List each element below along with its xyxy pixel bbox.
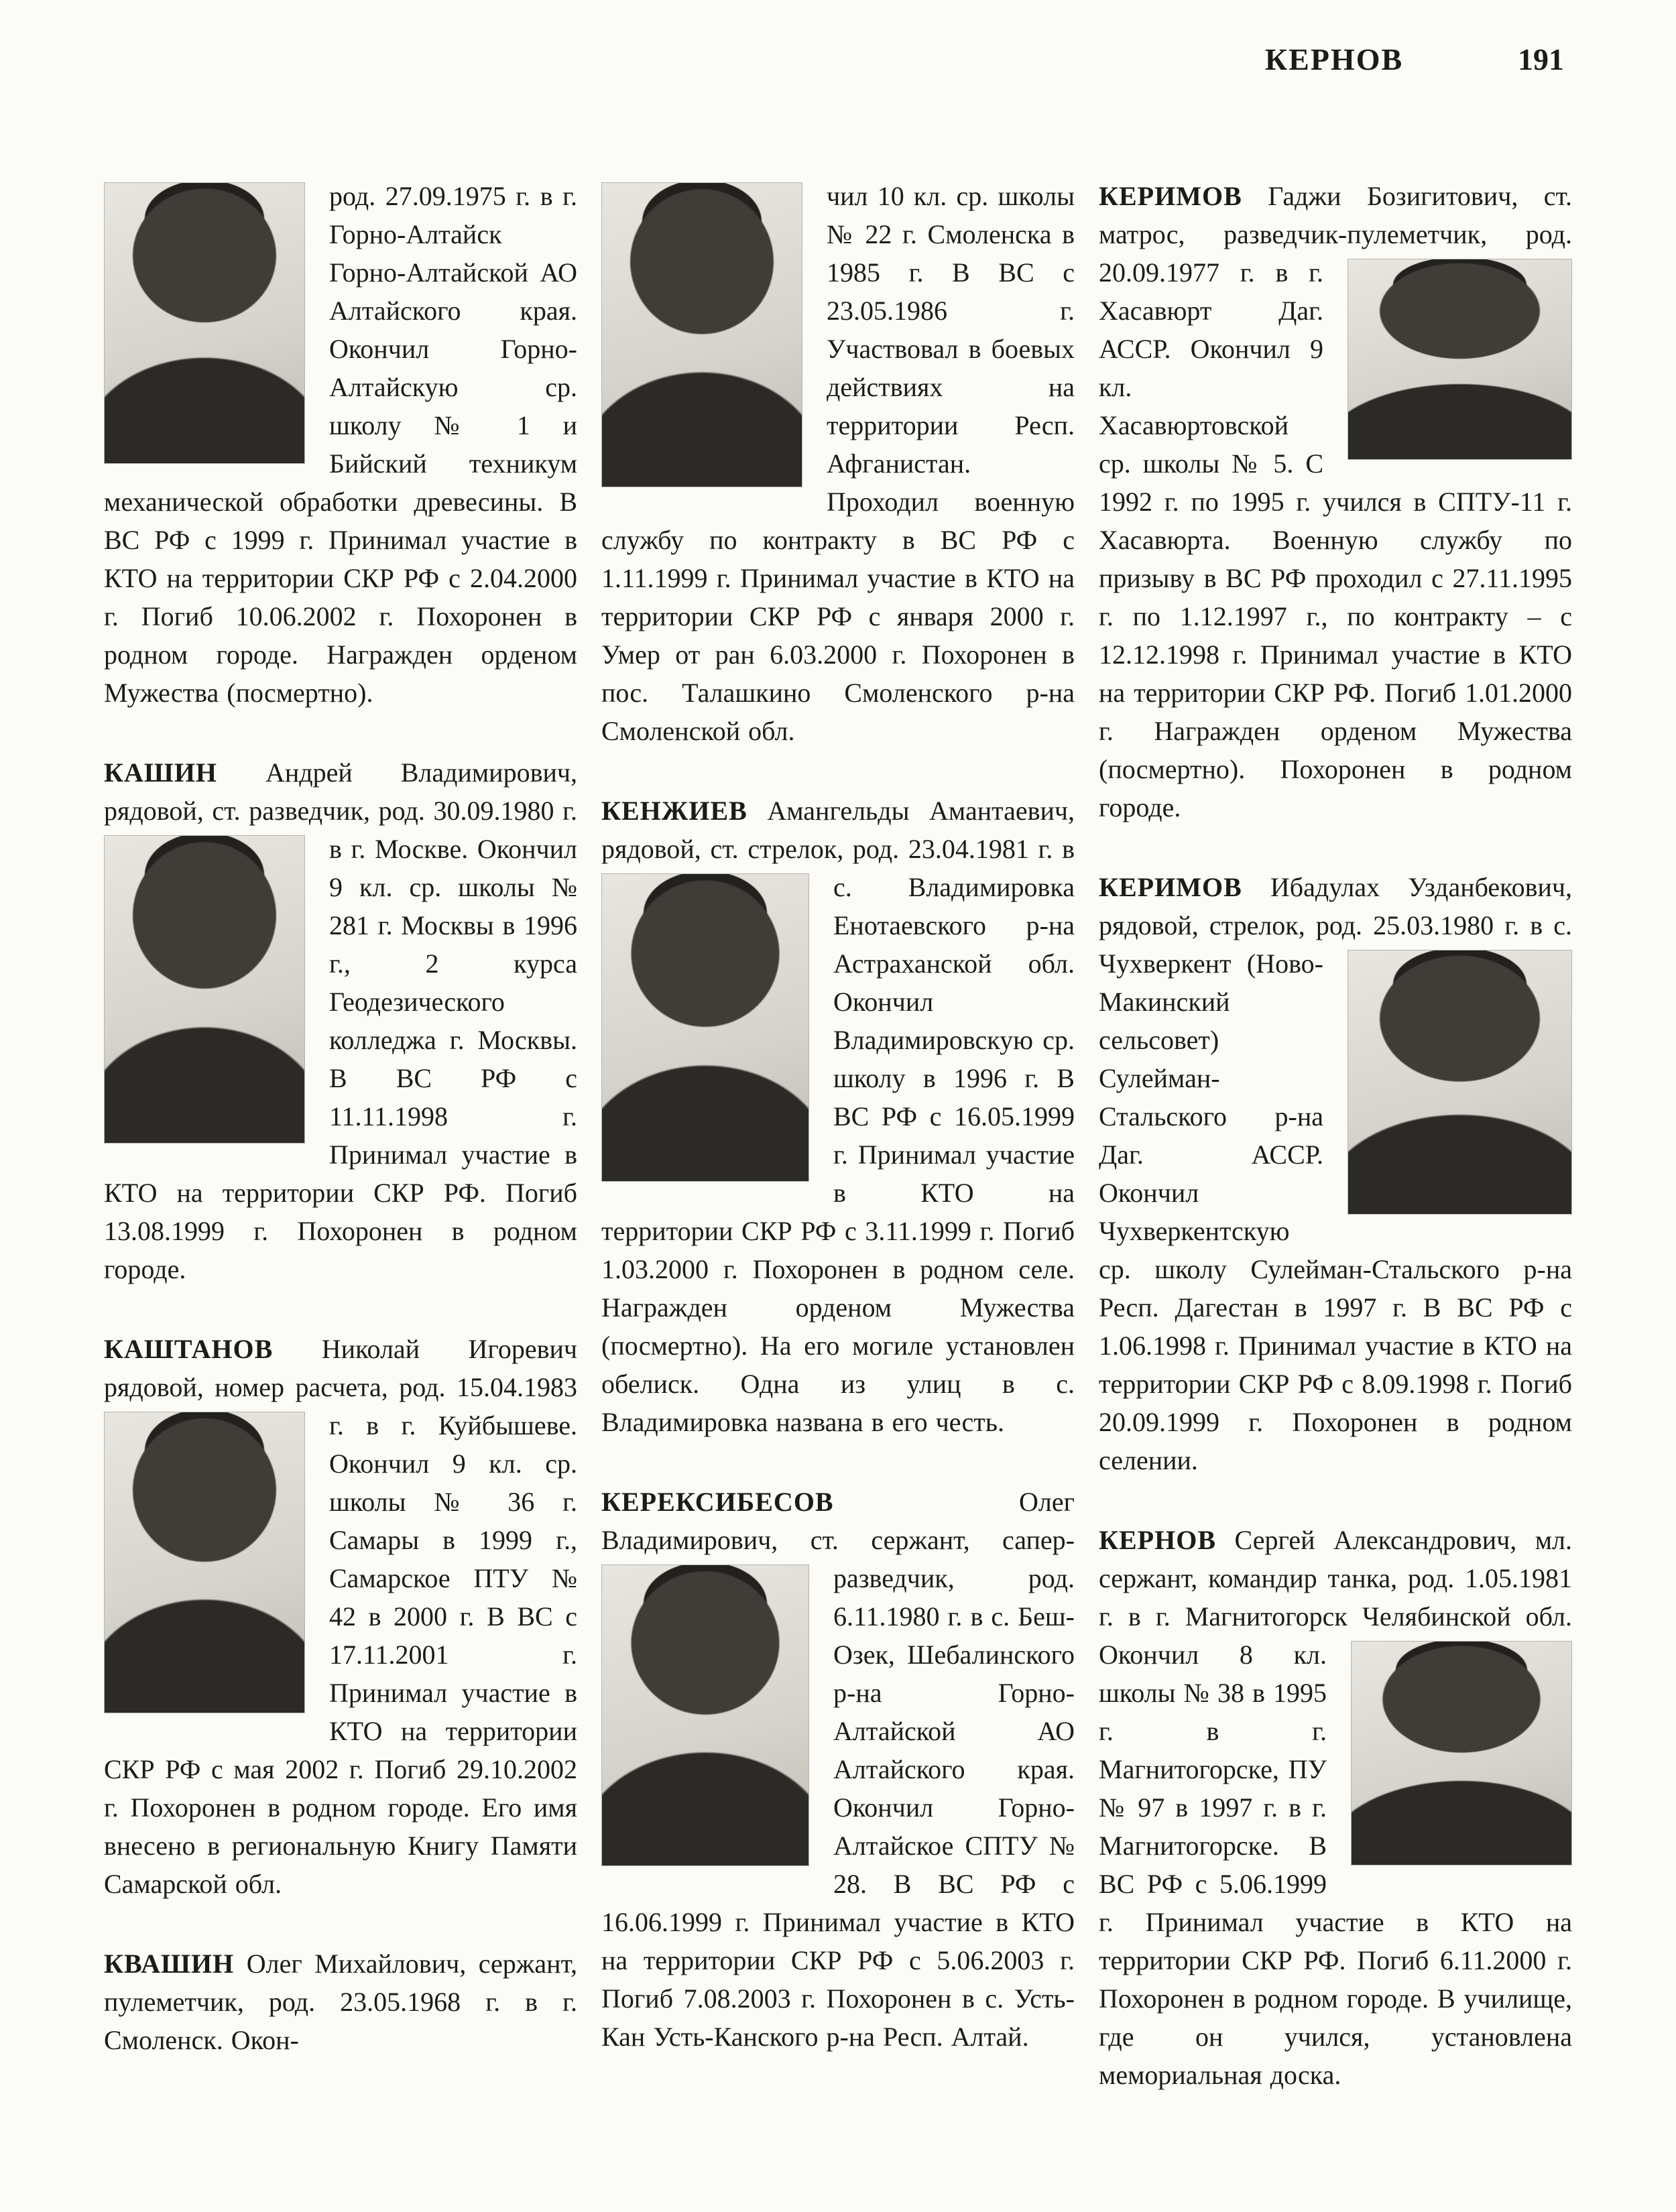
column-2 <box>601 177 1075 2094</box>
entry-paragraph <box>104 1945 577 2059</box>
entry-head-text: Сергей Александрович, мл. сержант, командир танка, род. 1.05.1981 г. в г. Магнитогорск Челябинской обл. Окончил <box>1099 1525 1573 1670</box>
entry-surname: КАШИН <box>104 757 218 788</box>
column-1 <box>104 177 577 2094</box>
memorial-entry-kereksibesov <box>601 1483 1075 2056</box>
memorial-entry-kashin <box>104 753 577 1288</box>
entry-paragraph <box>1099 177 1572 826</box>
page-number: 191 <box>1518 42 1564 76</box>
entry-surname: КЕРЕКСИБЕСОВ <box>601 1487 834 1517</box>
entry-body-text: чил 10 кл. ср. школы № 22 г. Смоленска в 1985 г. В ВС с 23.05.1986 г. Участвовал в боевых действиях на территории Респ. Афганистан. Проходил военную службу по контракту в ВС РФ с 1.11.1999 г. Принимал участие в КТО на территории СКР РФ с января 2000 г. Умер от ран 6.03.2000 г. Похоронен в пос. Талашкино Смоленского р-на Смоленской обл. <box>601 181 1075 746</box>
running-headword: КЕРНОВ <box>1264 42 1404 76</box>
entry-paragraph <box>104 177 577 712</box>
memorial-entry-continuation <box>601 177 1075 750</box>
memorial-entry-continuation <box>104 177 577 712</box>
entry-body-text: 30.09.1980 г. в г. Москве. Окончил 9 кл. ср. школы № 281 г. Москвы в 1996 г., 2 курса Геодезического колледжа г. Москвы. В ВС РФ с 11.11.1998 г. Принимал участие в КТО на территории СКР РФ. Погиб 13.08.1999 г. Похоронен в родном городе. <box>104 796 578 1284</box>
entry-paragraph <box>1099 1521 1572 2094</box>
entry-surname: КЕНЖИЕВ <box>601 796 747 826</box>
columns-container <box>104 177 1572 2094</box>
entry-head-text: Амангельды Амантаевич, рядовой, ст. стрелок, род. <box>601 796 1075 864</box>
entry-body-text: 23.04.1981 г. в с. Владимировка Енотаевского р-на Астраханской обл. Окончил Владимировскую ср. школу в 1996 г. В ВС РФ с 16.05.1999 г. Принимал участие в КТО на территории СКР РФ с 3.11.1999 г. Погиб 1.03.2000 г. Похоронен в родном селе. Награжден орденом Мужества (посмертно). На его могиле установлен обелиск. Одна из улиц в с. Владимировка названа в его честь. <box>601 834 1075 1437</box>
entry-head-text: Николай Игоревич рядовой, номер расчета, род. <box>104 1334 578 1402</box>
memorial-entry-kenzhiev <box>601 792 1075 1441</box>
entry-body-text: (Ново-Макинский сельсовет) Сулейман-Стальского р-на Даг. АССР. Окончил Чухверкентскую ср. школу Сулейман-Стальского р-на Респ. Дагестан в 1997 г. В ВС РФ с 1.06.1998 г. Принимал участие в КТО на территории СКР РФ с 8.09.1998 г. Погиб 20.09.1999 г. Похоронен в родном селении. <box>1099 948 1572 1475</box>
portrait-photo <box>1348 950 1572 1215</box>
entry-paragraph <box>601 1483 1075 2056</box>
memorial-entry-kerimov-ibadulakh <box>1099 868 1572 1479</box>
entry-surname: КЕРИМОВ <box>1099 872 1242 902</box>
entry-paragraph <box>601 792 1075 1441</box>
entry-head-text: Олег Владимирович, ст. сержант, сапер-разведчик, род. <box>601 1487 1075 1593</box>
entry-paragraph <box>1099 868 1572 1479</box>
portrait-photo <box>104 1412 305 1713</box>
entry-body-text: род. 27.09.1975 г. в г. Горно-Алтайск Горно-Алтайской АО Алтайского края. Окончил Горно-Алтайскую ср. школу № 1 и Бийский техникум механической обработки древесины. В ВС РФ с 1999 г. Принимал участие в КТО на территории СКР РФ с 2.04.2000 г. Погиб 10.06.2002 г. Похоронен в родном городе. Награжден орденом Мужества (посмертно). <box>104 181 577 708</box>
entry-paragraph <box>104 1330 577 1903</box>
memorial-entry-kashtanov <box>104 1330 577 1903</box>
memorial-entry-kernov <box>1099 1521 1572 2094</box>
portrait-photo <box>601 873 809 1182</box>
entry-body-text: в г. Хасавюрт Даг. АССР. Окончил 9 кл. Хасавюртовской ср. школы № 5. С 1992 г. по 1995 г. учился в СПТУ-11 г. Хасавюрта. Военную службу по призыву в ВС РФ проходил с 27.11.1995 г. по 1.12.1997 г., по контракту – с 12.12.1998 г. Принимал участие в КТО на территории СКР РФ. Погиб 1.01.2000 г. Награжден орденом Мужества (посмертно). Похоронен в родном городе. <box>1099 257 1572 822</box>
entry-body-text: 6.11.1980 г. в с. Беш-Озек, Шебалинского р-на Горно-Алтайской АО Алтайского края. Окончил Горно-Алтайское СПТУ № 28. В ВС РФ с 16.06.1999 г. Принимал участие в КТО на территории СКР РФ с 5.06.2003 г. Погиб 7.08.2003 г. Похоронен в с. Усть-Кан Усть-Канского р-на Респ. Алтай. <box>601 1601 1075 2052</box>
entry-head-text: Ибадулах Узданбекович, рядовой, стрелок, род. 25.03.1980 г. в с. Чухверкент <box>1099 872 1572 979</box>
entry-surname: КЕРНОВ <box>1099 1525 1217 1555</box>
entry-head-text: Гаджи Бозигитович, ст. матрос, разведчик-пулеметчик, род. 20.09.1977 г. <box>1099 181 1572 288</box>
memorial-entry-kvashin <box>104 1945 577 2059</box>
portrait-photo <box>1348 259 1572 460</box>
entry-paragraph <box>104 753 577 1288</box>
portrait-photo <box>104 835 305 1144</box>
entry-body-text: 15.04.1983 г. в г. Куйбышеве. Окончил 9 кл. ср. школы № 36 г. Самары в 1999 г., Самарское ПТУ № 42 в 2000 г. В ВС с 17.11.2001 г. Принимал участие в КТО на территории СКР РФ с мая 2002 г. Погиб 29.10.2002 г. Похоронен в родном городе. Его имя внесено в региональную Книгу Памяти Самарской обл. <box>104 1372 578 1899</box>
portrait-photo <box>601 182 802 487</box>
portrait-photo <box>1351 1641 1572 1865</box>
entry-surname: КЕРИМОВ <box>1099 181 1242 211</box>
entry-surname: КВАШИН <box>104 1949 235 1979</box>
entry-head-text: Олег Михайлович, сержант, пулеметчик, род. 23.05.1968 г. в г. Смоленск. Окон- <box>104 1949 577 2055</box>
entry-surname: КАШТАНОВ <box>104 1334 274 1364</box>
portrait-photo <box>104 182 305 464</box>
entry-head-text: Андрей Владимирович, рядовой, ст. разведчик, род. <box>104 757 577 826</box>
entry-body-text: 8 кл. школы № 38 в 1995 г. в г. Магнитогорске, ПУ № 97 в 1997 г. в г. Магнитогорске. В ВС РФ с 5.06.1999 г. Принимал участие в КТО на территории СКР РФ. Погиб 6.11.2000 г. Похоронен в родном городе. В училище, где он учился, установлена мемориальная доска. <box>1099 1640 1572 2090</box>
column-3 <box>1099 177 1572 2094</box>
running-head <box>104 42 1572 88</box>
portrait-photo <box>601 1564 809 1866</box>
entry-paragraph <box>601 177 1075 750</box>
memorial-entry-kerimov-gadzhi <box>1099 177 1572 826</box>
